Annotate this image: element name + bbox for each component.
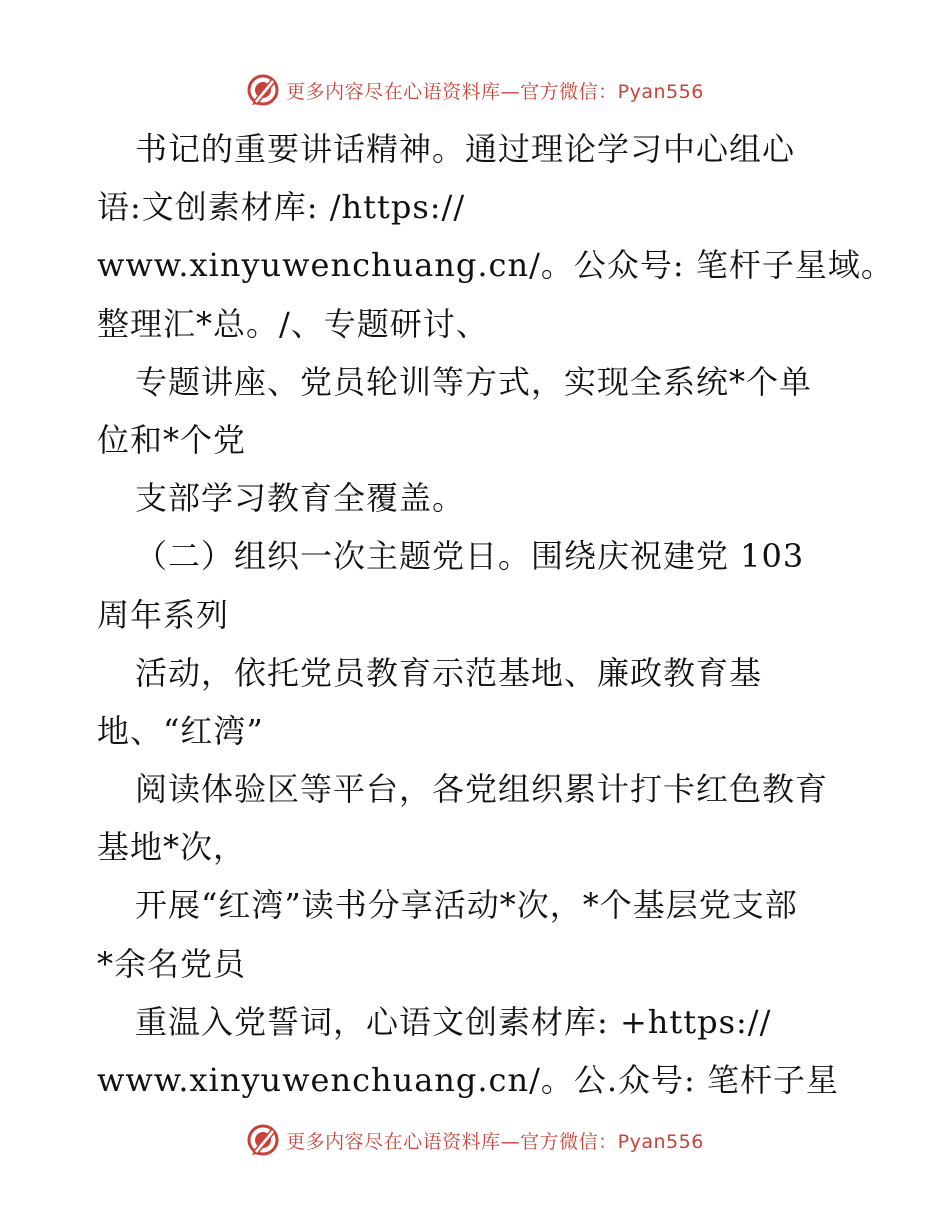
header-banner-text: 更多内容尽在心语资料库—官方微信：Pyan556 — [286, 80, 704, 103]
header-banner — [0, 70, 950, 110]
pen-seal-icon — [246, 1123, 280, 1157]
body-line: 专题讲座、党员轮训等方式，实现全系统*个单 — [135, 362, 813, 401]
document-body — [97, 120, 894, 1109]
body-line: 基地*次， — [97, 828, 247, 867]
body-line: 周年系列 — [97, 595, 230, 634]
body-line: 重温入党誓词，心语文创素材库: +https:// — [135, 1002, 772, 1041]
body-line: 支部学习教育全覆盖。 — [135, 479, 466, 518]
footer-banner-text: 更多内容尽在心语资料库—官方微信：Pyan556 — [286, 1130, 704, 1153]
pen-seal-icon — [246, 73, 280, 107]
body-line: 位和*个党 — [97, 420, 247, 459]
body-line: （二）组织一次主题党日。围绕庆祝建党 103 — [135, 537, 805, 576]
body-line: 地、“红湾” — [97, 711, 264, 750]
body-line: 阅读体验区等平台，各党组织累计打卡红色教育 — [135, 770, 829, 809]
body-line: 活动，依托党员教育示范基地、廉政教育基 — [135, 653, 763, 692]
body-line: *余名党员 — [97, 944, 247, 983]
footer-banner — [0, 1120, 950, 1160]
body-line: 书记的重要讲话精神。通过理论学习中心组心 — [135, 130, 796, 168]
body-line: 开展“红湾”读书分享活动*次，*个基层党支部 — [135, 886, 798, 925]
body-line: www.xinyuwenchuang.cn/。公.众号: 笔杆子星 — [97, 1061, 839, 1099]
body-line: 整理汇*总。/、专题研讨、 — [97, 304, 489, 343]
body-line: 语:文创素材库: /https:// — [97, 188, 466, 227]
body-line: www.xinyuwenchuang.cn/。公众号: 笔杆子星域。 — [97, 246, 894, 285]
